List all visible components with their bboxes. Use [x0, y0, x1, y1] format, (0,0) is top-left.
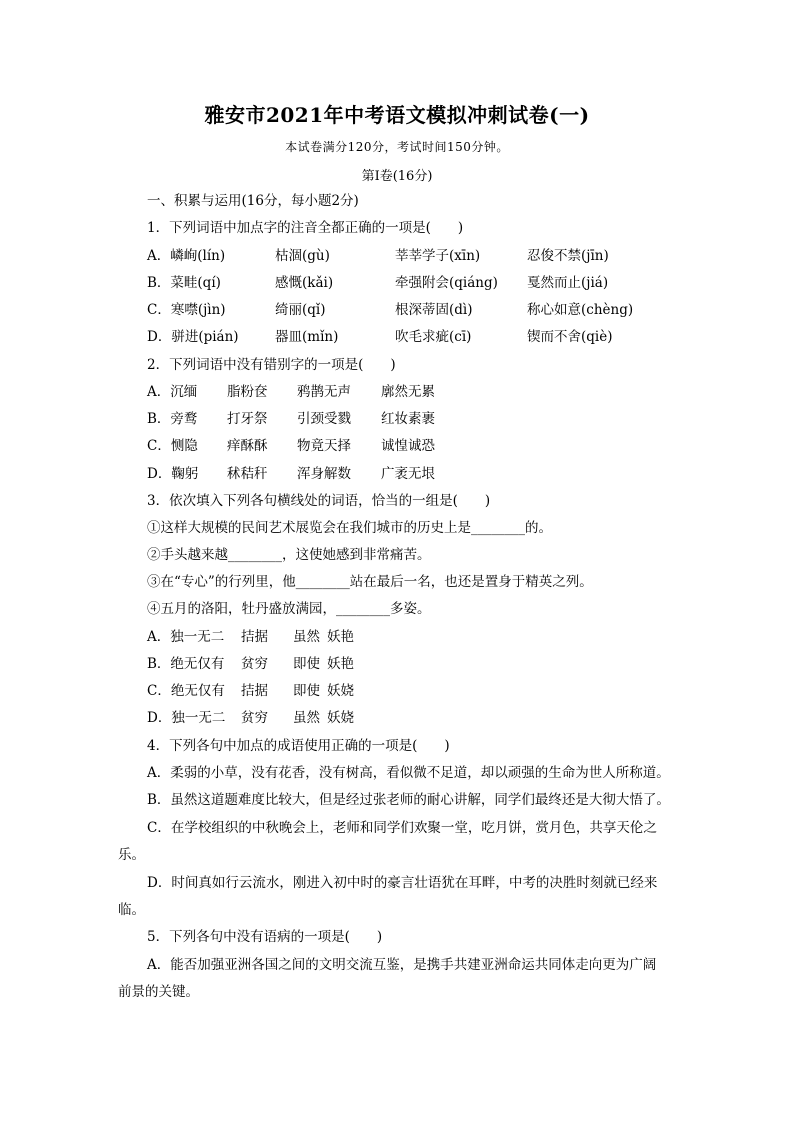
option-text: 浑身解数	[297, 466, 351, 482]
question-4-option-c: C．在学校组织的中秋晚会上，老师和同学们欢聚一堂，吃月饼，赏月色，共享天伦之	[147, 820, 657, 836]
question-4-stem: 4．下列各句中加点的成语使用正确的一项是( )	[147, 738, 450, 754]
question-2-stem: 2．下列词语中没有错别字的一项是( )	[147, 357, 396, 373]
option-text: C．绝无仅有	[147, 683, 225, 699]
option-text: 诚惶诚恐	[381, 438, 435, 454]
option-text: 感慨(kǎi)	[275, 275, 334, 291]
question-5-option-a-cont: 前景的关键。	[118, 984, 199, 1000]
option-text: 戛然而止(jiá)	[527, 275, 609, 291]
option-text: 妖艳	[327, 656, 354, 672]
option-text: B．菜畦(qí)	[147, 275, 221, 291]
option-text: 广袤无垠	[381, 466, 435, 482]
question-3-stem: 3．依次填入下列各句横线处的词语，恰当的一组是( )	[147, 493, 491, 509]
option-text: B．绝无仅有	[147, 656, 225, 672]
question-3-sentence-3: ③在“专心”的行列里，他________站在最后一名，也还是置身于精英之列。	[147, 574, 593, 590]
option-text: A．沉缅	[147, 384, 198, 400]
option-text: 廓然无累	[381, 384, 435, 400]
question-5-option-a: A．能否加强亚洲各国之间的文明交流互鉴，是携手共建亚洲命运共同体走向更为广阔	[147, 957, 657, 973]
exam-instructions: 本试卷满分120分，考试时间150分钟。	[285, 140, 509, 154]
page-title: 雅安市2021年中考语文模拟冲刺试卷(一)	[204, 103, 590, 127]
option-text: 枯涸(gù)	[275, 248, 330, 264]
option-text: 锲而不舍(qiè)	[527, 329, 613, 345]
option-text: 即使	[293, 656, 320, 672]
option-text: 贫穷	[241, 656, 268, 672]
part-heading: 一、积累与运用(16分，每小题2分)	[147, 193, 359, 209]
option-text: 贫穷	[241, 710, 268, 726]
option-text: 虽然	[293, 710, 320, 726]
option-text: 莘莘学子(xīn)	[395, 248, 481, 264]
option-text: 拮据	[241, 683, 268, 699]
option-text: 脂粉奁	[227, 384, 268, 400]
option-text: C．恻隐	[147, 438, 198, 454]
question-4-option-a: A．柔弱的小草，没有花香，没有树高，看似微不足道，却以顽强的生命为世人所称道。	[147, 765, 670, 781]
option-text: D．独一无二	[147, 710, 226, 726]
option-text: B．旁鹜	[147, 411, 198, 427]
question-3-sentence-1: ①这样大规模的民间艺术展览会在我们城市的历史上是________的。	[147, 520, 552, 536]
option-text: 妖娆	[327, 710, 354, 726]
option-text: 根深蒂固(dì)	[395, 302, 473, 318]
option-text: 即使	[293, 683, 320, 699]
option-text: 绮丽(qǐ)	[275, 302, 326, 318]
section-heading: 第Ⅰ卷(16分)	[361, 169, 433, 184]
question-4-option-d: D．时间真如行云流水，刚进入初中时的豪言壮语犹在耳畔，中考的决胜时刻就已经来	[147, 875, 658, 891]
option-text: 打牙祭	[227, 411, 268, 427]
question-3-sentence-4: ④五月的洛阳，牡丹盛放满园，________多姿。	[147, 601, 431, 617]
option-text: 妖娆	[327, 683, 354, 699]
option-text: 称心如意(chèng)	[527, 302, 634, 318]
question-1-stem: 1．下列词语中加点字的注音全都正确的一项是( )	[147, 220, 464, 236]
option-text: 器皿(mǐn)	[275, 329, 339, 345]
option-text: D．骈进(pián)	[147, 329, 239, 345]
option-text: 秫秸秆	[227, 466, 268, 482]
option-text: 鸦鹊无声	[297, 384, 351, 400]
option-text: D．鞠躬	[147, 466, 199, 482]
option-text: A．独一无二	[147, 629, 225, 645]
question-5-stem: 5．下列各句中没有语病的一项是( )	[147, 929, 383, 945]
option-text: 牵强附会(qiáng)	[395, 275, 498, 291]
question-3-sentence-2: ②手头越来越________，这使她感到非常痛苦。	[147, 547, 431, 563]
option-text: 引颈受戮	[297, 411, 351, 427]
question-4-option-d-cont: 临。	[118, 902, 145, 918]
option-text: 妖艳	[327, 629, 354, 645]
option-text: C．寒噤(jìn)	[147, 302, 226, 318]
question-4-option-b: B．虽然这道题难度比较大，但是经过张老师的耐心讲解，同学们最终还是大彻大悟了。	[147, 792, 670, 808]
option-text: 忍俊不禁(jīn)	[527, 248, 609, 264]
question-4-option-c-cont: 乐。	[118, 847, 145, 863]
option-text: 痒酥酥	[227, 438, 268, 454]
option-text: A．嶙峋(lín)	[147, 248, 226, 264]
option-text: 物竟天择	[297, 438, 351, 454]
option-text: 虽然	[293, 629, 320, 645]
option-text: 拮据	[241, 629, 268, 645]
option-text: 红妆素裹	[381, 411, 435, 427]
option-text: 吹毛求疵(cī)	[395, 329, 472, 345]
